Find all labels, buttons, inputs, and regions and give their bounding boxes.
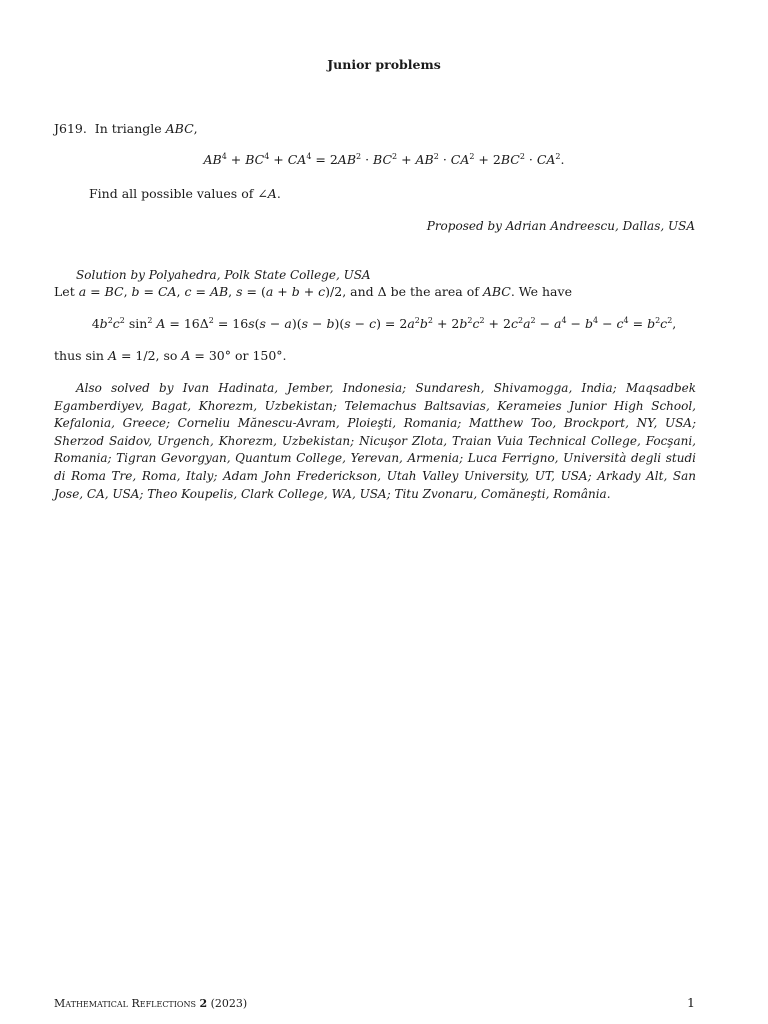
journal-issue: 2 [199, 997, 208, 1010]
problem-equation: $AB^4 + BC^4 + CA^4 = 2AB^2 \cdot BC^2 + AB^2 \cdot CA^2 + 2BC^2 \cdot CA^2$. [203, 152, 565, 167]
problem-number: J619. [54, 121, 87, 136]
footer-journal [54, 997, 247, 1010]
journal-year: (2023) [210, 997, 248, 1010]
problem-intro: In triangle [94, 121, 166, 136]
solution-definitions: Let a = BC, b = CA, c = AB, s = (a + b + c)/2, and Δ be the area of ABC. We have [54, 284, 572, 299]
proposed-by: Proposed by Adrian Andreescu, Dallas, USA [426, 219, 695, 233]
solution-equation: $4b^2c^2$ $\sin^2 A = 16\Delta^2 = 16s(s - a)(s - b)(s - c) = 2a^2b^2 + 2b^2c^2 + 2c^2a^2 - a^4 - b^4 - c^4 = b^2c^2$, [91, 316, 677, 331]
journal-name: Mathematical Reflections [54, 997, 196, 1010]
problem-question: Find all possible values of ∠A. [89, 186, 281, 201]
page-title: Junior problems [327, 57, 441, 72]
page-number: 1 [687, 995, 695, 1010]
problem-statement: J619. In triangle ABC, [54, 121, 198, 136]
also-solved-list: Also solved by Ivan Hadinata, Jember, Indonesia; Sundaresh, Shivamogga, India; Maqsadbek Egamberdiyev, Bagat, Khorezm, Uzbekistan; Telemachus Baltsavias, Kerameies Junior High School, Kefalonia, Greece; Corneliu Mănescu-Avram, Ploieşti, Romania; Matthew Too, Brockport, NY, USA; Sherzod Saidov, Urgench, Khorezm, Uzbekistan; Nicuşor Zlota, Traian Vuia Technical College, Focşani, Romania; Tigran Gevorgyan, Quantum College, Yerevan, Armenia; Luca Ferrigno, Università degli studi di Roma Tre, Roma, Italy; Adam John Frederickson, Utah Valley University, UT, USA; Arkady Alt, San Jose, CA, USA; Theo Koupelis, Clark College, WA, USA; Titu Zvonaru, Comăneşti, România. [54, 381, 696, 501]
solution-author: Solution by Polyahedra, Polk State College, USA [76, 268, 371, 282]
triangle-name: ABC [165, 121, 194, 136]
solution-conclusion: thus sin A = 1/2, so A = 30° or 150°. [54, 348, 287, 363]
